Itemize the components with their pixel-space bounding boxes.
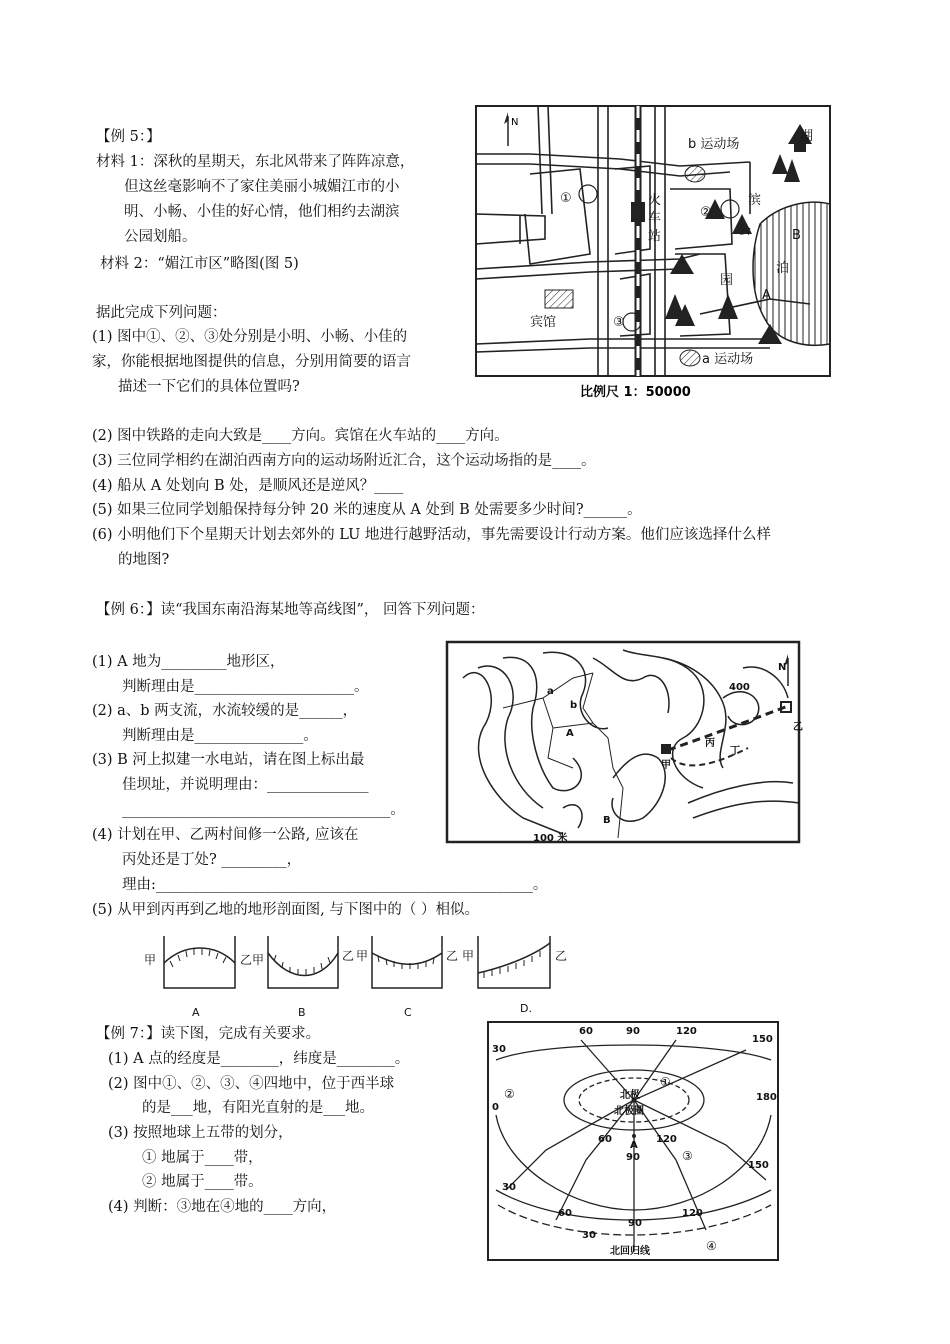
station-building-icon bbox=[631, 202, 645, 222]
svg-text:400: 400 bbox=[729, 682, 750, 693]
point-A-icon bbox=[632, 1134, 636, 1138]
ex6-line7: _____________________________________。 bbox=[122, 802, 405, 818]
svg-text:乙: 乙 bbox=[240, 953, 253, 967]
svg-text:丁: 丁 bbox=[730, 746, 740, 757]
svg-text:a 运动场: a 运动场 bbox=[702, 352, 754, 367]
svg-text:甲: 甲 bbox=[356, 949, 369, 963]
svg-text:宾馆: 宾馆 bbox=[530, 315, 557, 330]
svg-text:乙: 乙 bbox=[555, 949, 568, 963]
svg-text:泊: 泊 bbox=[776, 261, 790, 276]
svg-text:北极圈: 北极圈 bbox=[614, 1106, 644, 1117]
city-map-figure bbox=[470, 104, 840, 404]
svg-text:②: ② bbox=[504, 1087, 515, 1101]
map-scale: 比例尺 1：50000 bbox=[580, 385, 691, 400]
svg-text:0: 0 bbox=[492, 1102, 499, 1113]
ex7-line2: (2) 图中①、②、③、④四地中，位于西半球 bbox=[108, 1076, 395, 1092]
svg-text:A: A bbox=[762, 288, 771, 303]
village-jia-icon bbox=[661, 744, 671, 754]
svg-text:60: 60 bbox=[598, 1134, 612, 1145]
svg-text:60: 60 bbox=[579, 1026, 593, 1037]
ex5-q1-line1: (1) 图中①、②、③处分别是小明、小畅、小佳的 bbox=[92, 329, 408, 345]
ex6-line3: (2) a、b 两支流，水流较缓的是______， bbox=[92, 703, 358, 719]
svg-text:b 运动场: b 运动场 bbox=[688, 137, 740, 152]
ex5-material1-line3: 明、小畅、小佳的好心情，他们相约去湖滨 bbox=[124, 204, 400, 220]
svg-text:A: A bbox=[630, 1140, 638, 1151]
ex7-line3: 的是___地，有阳光直射的是___地。 bbox=[142, 1100, 374, 1116]
svg-text:乙: 乙 bbox=[446, 949, 459, 963]
svg-text:①: ① bbox=[660, 1075, 671, 1089]
graticule-map-figure bbox=[486, 1020, 782, 1264]
ex5-q1-line3: 描述一下它们的具体位置吗? bbox=[118, 379, 300, 395]
ex5-q6-line1: (6) 小明他们下个星期天计划去郊外的 LU 地进行越野活动，事先需要设计行动方案。他们应该选择什么样 bbox=[92, 527, 771, 543]
ex6-line6: 佳坝址，并说明理由：______________ bbox=[122, 777, 369, 793]
svg-text:甲: 甲 bbox=[252, 953, 265, 967]
svg-text:北回归线: 北回归线 bbox=[610, 1246, 650, 1257]
svg-text:100 米: 100 米 bbox=[533, 833, 568, 844]
ex5-material1-line1: 材料 1：深秋的星期天，东北风带来了阵阵凉意， bbox=[96, 154, 415, 170]
svg-text:30: 30 bbox=[502, 1182, 516, 1193]
svg-text:园: 园 bbox=[720, 273, 734, 288]
ex5-q5: (5) 如果三位同学划船保持每分钟 20 米的速度从 A 处到 B 处需要多少时间?______。 bbox=[92, 502, 642, 518]
ex5-material1-line2: 但这丝毫影响不了家住美丽小城媚江市的小 bbox=[124, 179, 400, 195]
svg-text:④: ④ bbox=[706, 1239, 717, 1253]
contour-map-figure bbox=[443, 638, 805, 848]
ex7-line4: (3) 按照地球上五带的划分， bbox=[108, 1125, 293, 1141]
svg-text:①: ① bbox=[560, 191, 572, 206]
svg-text:公: 公 bbox=[738, 223, 752, 238]
ex5-q6-line2: 的地图? bbox=[118, 552, 170, 568]
ex5-material2: 材料 2：“媚江市区”略图(图 5) bbox=[100, 256, 299, 272]
svg-text:30: 30 bbox=[492, 1044, 506, 1055]
ex5-prompt: 据此完成下列问题： bbox=[96, 305, 227, 321]
ex7-line6: ② 地属于____带。 bbox=[142, 1174, 263, 1190]
svg-text:A: A bbox=[192, 1006, 200, 1019]
svg-text:站: 站 bbox=[648, 229, 662, 244]
ex5-heading: 【例 5：】 bbox=[96, 129, 161, 145]
svg-text:B: B bbox=[603, 815, 611, 826]
svg-text:车: 车 bbox=[648, 211, 662, 226]
ex5-q2: (2) 图中铁路的走向大致是____方向。宾馆在火车站的____方向。 bbox=[92, 428, 509, 444]
ex5-material1-line4: 公园划船。 bbox=[124, 229, 197, 245]
ex5-q1-line2: 家，你能根据地图提供的信息，分别用简要的语言 bbox=[92, 354, 411, 370]
svg-text:甲: 甲 bbox=[462, 949, 475, 963]
svg-text:a: a bbox=[547, 686, 554, 697]
svg-text:乙: 乙 bbox=[342, 949, 355, 963]
svg-text:B: B bbox=[792, 228, 801, 243]
svg-text:②: ② bbox=[700, 205, 712, 220]
ex7-line1: (1) A 点的经度是________，纬度是________。 bbox=[108, 1051, 410, 1067]
ex6-line10: 理由:____________________________________________________。 bbox=[122, 877, 548, 893]
svg-text:甲: 甲 bbox=[144, 953, 157, 967]
ex6-line9: 丙处还是丁处? _________， bbox=[122, 852, 302, 868]
ex6-line1: (1) A 地为_________地形区， bbox=[92, 654, 285, 670]
svg-text:③: ③ bbox=[682, 1149, 693, 1163]
svg-text:120: 120 bbox=[656, 1134, 677, 1145]
ex7-heading: 【例 7：】读下图，完成有关要求。 bbox=[96, 1026, 321, 1042]
ex6-line11: (5) 从甲到丙再到乙地的地形剖面图, 与下图中的（ ）相似。 bbox=[92, 902, 479, 918]
svg-text:B: B bbox=[298, 1006, 306, 1019]
b-field-icon bbox=[685, 166, 705, 182]
svg-text:30: 30 bbox=[582, 1230, 596, 1241]
svg-text:N: N bbox=[778, 662, 787, 673]
terrain-profiles bbox=[140, 928, 580, 1023]
svg-text:A: A bbox=[566, 728, 574, 739]
svg-text:90: 90 bbox=[626, 1152, 640, 1163]
svg-text:b: b bbox=[570, 700, 578, 711]
ex6-line2: 判断理由是______________________。 bbox=[122, 679, 369, 695]
svg-text:150: 150 bbox=[748, 1160, 769, 1171]
a-field-icon bbox=[680, 350, 700, 366]
svg-text:湖: 湖 bbox=[800, 129, 814, 144]
svg-text:D.: D. bbox=[520, 1002, 532, 1015]
ex7-line5: ① 地属于____带， bbox=[142, 1150, 263, 1166]
svg-text:③: ③ bbox=[613, 315, 625, 330]
svg-text:150: 150 bbox=[752, 1034, 773, 1045]
hotel-icon bbox=[545, 290, 573, 308]
svg-text:N: N bbox=[511, 117, 519, 128]
svg-text:120: 120 bbox=[676, 1026, 697, 1037]
ex5-q4: (4) 船从 A 处划向 B 处，是顺风还是逆风？____ bbox=[92, 478, 404, 494]
svg-text:90: 90 bbox=[628, 1218, 642, 1229]
svg-text:乙: 乙 bbox=[793, 722, 803, 733]
ex6-heading: 【例 6：】读“我国东南沿海某地等高线图”， 回答下列问题： bbox=[96, 602, 485, 618]
ex6-line8: (4) 计划在甲、乙两村间修一公路, 应该在 bbox=[92, 827, 359, 843]
svg-text:180: 180 bbox=[756, 1092, 777, 1103]
ex6-line4: 判断理由是_______________。 bbox=[122, 728, 318, 744]
svg-text:90: 90 bbox=[626, 1026, 640, 1037]
svg-text:甲: 甲 bbox=[661, 760, 671, 771]
svg-text:北极: 北极 bbox=[620, 1090, 640, 1101]
svg-text:120: 120 bbox=[682, 1208, 703, 1219]
ex7-line7: (4) 判断：③地在④地的____方向， bbox=[108, 1199, 337, 1215]
ex6-line5: (3) B 河上拟建一水电站，请在图上标出最 bbox=[92, 752, 365, 768]
svg-text:丙: 丙 bbox=[705, 738, 715, 749]
svg-text:滨: 滨 bbox=[748, 193, 762, 208]
svg-text:火: 火 bbox=[648, 193, 662, 208]
ex5-q3: (3) 三位同学相约在湖泊西南方向的运动场附近汇合，这个运动场指的是____。 bbox=[92, 453, 596, 469]
svg-text:C: C bbox=[404, 1006, 412, 1019]
svg-text:60: 60 bbox=[558, 1208, 572, 1219]
